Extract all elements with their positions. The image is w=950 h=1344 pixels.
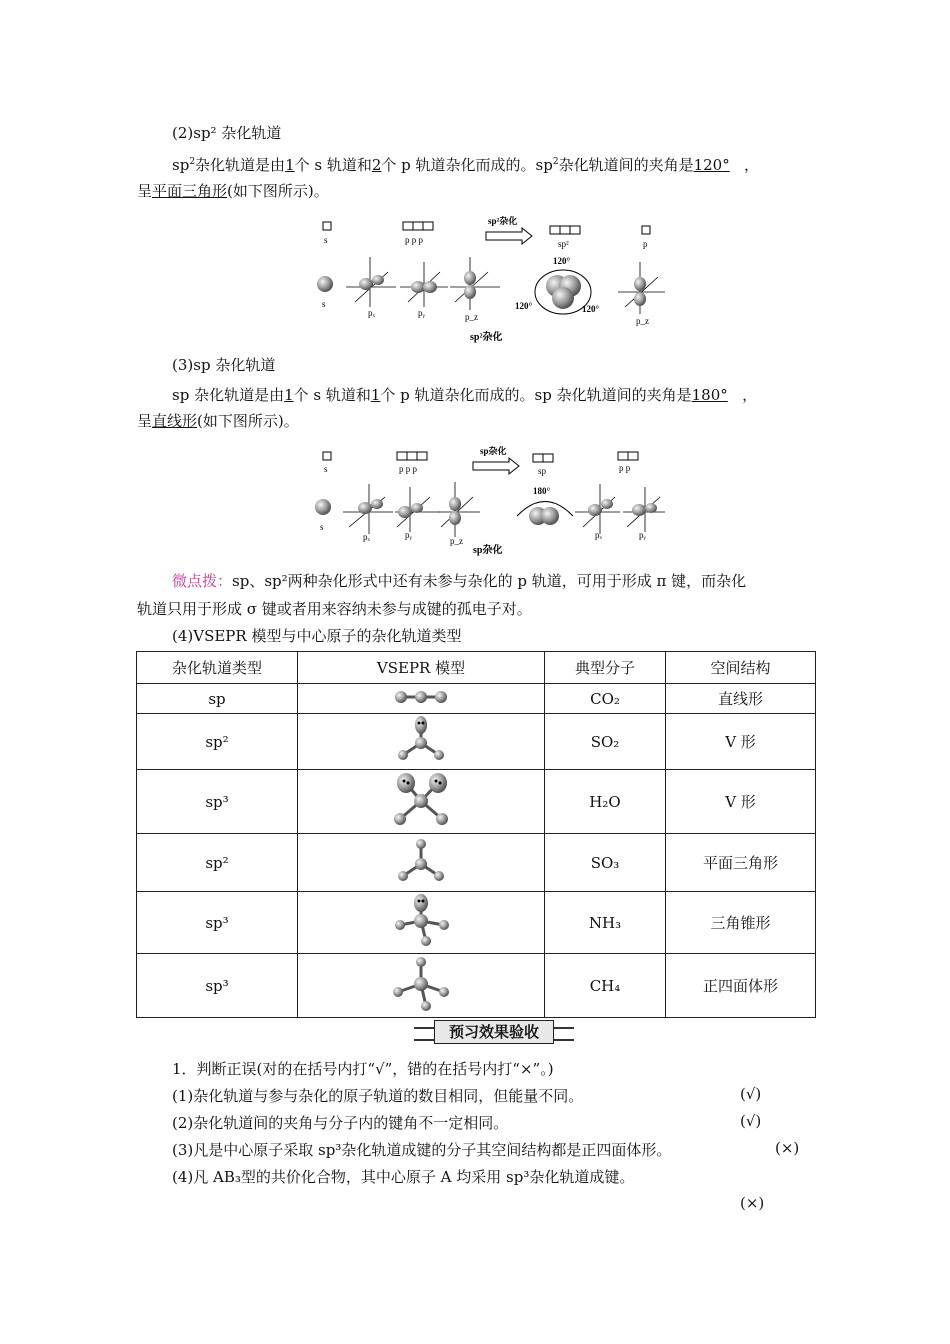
table-row (137, 954, 816, 1018)
quiz-item: (4)凡 AB₃型的共价化合物，其中心原子 A 均采用 sp³杂化轨道成键。 (172, 1168, 635, 1186)
sp-paragraph-cont: 呈直线形(如下图所示)。 (137, 412, 299, 430)
molecule-cell: CH₄ (545, 954, 666, 1018)
molecule-cell: SO₂ (545, 714, 666, 770)
shape-cell: V 形 (666, 714, 816, 770)
quiz-mark: (×) (740, 1194, 765, 1212)
sp2-paragraph: $sp^2$杂化轨道是由1个 s 轨道和2个 p 轨道杂化而成的。$sp^2$杂化轨道间的夹角是120° ， (172, 156, 760, 174)
svg-text:pₓ: pₓ (363, 532, 371, 542)
svg-text:pₓ: pₓ (595, 530, 603, 540)
table-row (137, 892, 816, 954)
molecule-cell: NH₃ (545, 892, 666, 954)
shape-cell: 三角锥形 (666, 892, 816, 954)
quiz-question: 1．判断正误(对的在括号内打“√”，错的在括号内打“×”。) (172, 1060, 554, 1078)
shape-cell: 平面三角形 (666, 834, 816, 892)
molecule-cell: CO₂ (545, 684, 666, 714)
banner-title: 预习效果验收 (434, 1020, 554, 1044)
svg-text:p p: p p (619, 463, 631, 473)
svg-text:p_z: p_z (465, 312, 478, 322)
svg-text:sp杂化: sp杂化 (473, 545, 503, 556)
svg-text:s: s (324, 464, 328, 474)
tip-line1: 微点拨：sp、sp²两种杂化形式中还有未参与杂化的 p 轨道，可用于形成 π 键，而杂化 (172, 572, 747, 590)
table-header-row (137, 652, 816, 684)
svg-text:sp: sp (538, 466, 547, 476)
shape-cell: 正四面体形 (666, 954, 816, 1018)
sp2-heading: (2)sp² 杂化轨道 (172, 124, 282, 142)
svg-text:pᵧ: pᵧ (405, 530, 412, 540)
svg-text:120°: 120° (515, 301, 533, 311)
vsepr-model-trigonal-planar (298, 834, 545, 892)
vsepr-table (136, 651, 816, 1018)
svg-text:p_z: p_z (636, 316, 649, 326)
molecule-cell: SO₃ (545, 834, 666, 892)
hyb-cell: sp² (137, 834, 298, 892)
hyb-cell: sp³ (137, 892, 298, 954)
sp-heading: (3)sp 杂化轨道 (172, 356, 276, 374)
table-row (137, 714, 816, 770)
svg-text:180°: 180° (533, 486, 551, 496)
col-header: 杂化轨道类型 (137, 652, 298, 684)
hyb-cell: sp³ (137, 954, 298, 1018)
quiz-mark: (√) (740, 1085, 762, 1103)
sp2-hybridization-figure (300, 212, 680, 347)
sp-hybridization-figure (305, 442, 675, 560)
svg-text:sp²杂化: sp²杂化 (470, 332, 503, 343)
sp2-paragraph-cont: 呈平面三角形(如下图所示)。 (137, 182, 329, 200)
col-header: VSEPR 模型 (298, 652, 545, 684)
svg-text:sp杂化: sp杂化 (480, 446, 507, 456)
svg-text:s: s (324, 235, 328, 245)
hyb-cell: sp² (137, 714, 298, 770)
svg-text:p p p: p p p (399, 464, 417, 474)
svg-text:sp²: sp² (558, 239, 569, 249)
svg-text:s: s (320, 522, 324, 532)
table-row (137, 770, 816, 834)
quiz-mark: (√) (740, 1112, 762, 1130)
svg-text:p_z: p_z (450, 536, 463, 546)
quiz-item: (1)杂化轨道与参与杂化的原子轨道的数目相同，但能量不同。 (172, 1087, 584, 1105)
col-header: 典型分子 (545, 652, 666, 684)
quiz-mark: (×) (775, 1139, 800, 1157)
vsepr-model-linear (298, 684, 545, 714)
svg-text:pᵧ: pᵧ (639, 530, 646, 540)
svg-text:120°: 120° (553, 256, 571, 266)
svg-text:p: p (643, 239, 648, 249)
vsepr-model-trigonal-lonepair (298, 714, 545, 770)
vsepr-model-tetrahedral-1lonepair (298, 892, 545, 954)
shape-cell: V 形 (666, 770, 816, 834)
svg-text:s: s (322, 299, 326, 309)
molecule-cell: H₂O (545, 770, 666, 834)
col-header: 空间结构 (666, 652, 816, 684)
table-title: (4)VSEPR 模型与中心原子的杂化轨道类型 (172, 627, 462, 645)
quiz-item: (2)杂化轨道间的夹角与分子内的键角不一定相同。 (172, 1114, 509, 1132)
hyb-cell: sp³ (137, 770, 298, 834)
svg-text:pᵧ: pᵧ (418, 308, 425, 318)
sp-paragraph: sp 杂化轨道是由1个 s 轨道和1个 p 轨道杂化而成的。sp 杂化轨道间的夹角是180° ， (172, 386, 758, 404)
svg-text:sp²杂化: sp²杂化 (488, 216, 518, 226)
svg-text:pₓ: pₓ (368, 308, 376, 318)
svg-text:p p p: p p p (405, 235, 423, 245)
shape-cell: 直线形 (666, 684, 816, 714)
table-row (137, 834, 816, 892)
table-row (137, 684, 816, 714)
svg-text:120°: 120° (582, 304, 600, 314)
tip-line2: 轨道只用于形成 σ 键或者用来容纳未参与成键的孤电子对。 (137, 600, 532, 618)
section-banner (414, 1020, 574, 1044)
vsepr-model-tetrahedral-2lonepairs (298, 770, 545, 834)
hyb-cell: sp (137, 684, 298, 714)
quiz-item: (3)凡是中心原子采取 sp³杂化轨道成键的分子其空间结构都是正四面体形。 (172, 1141, 672, 1159)
vsepr-model-tetrahedral (298, 954, 545, 1018)
